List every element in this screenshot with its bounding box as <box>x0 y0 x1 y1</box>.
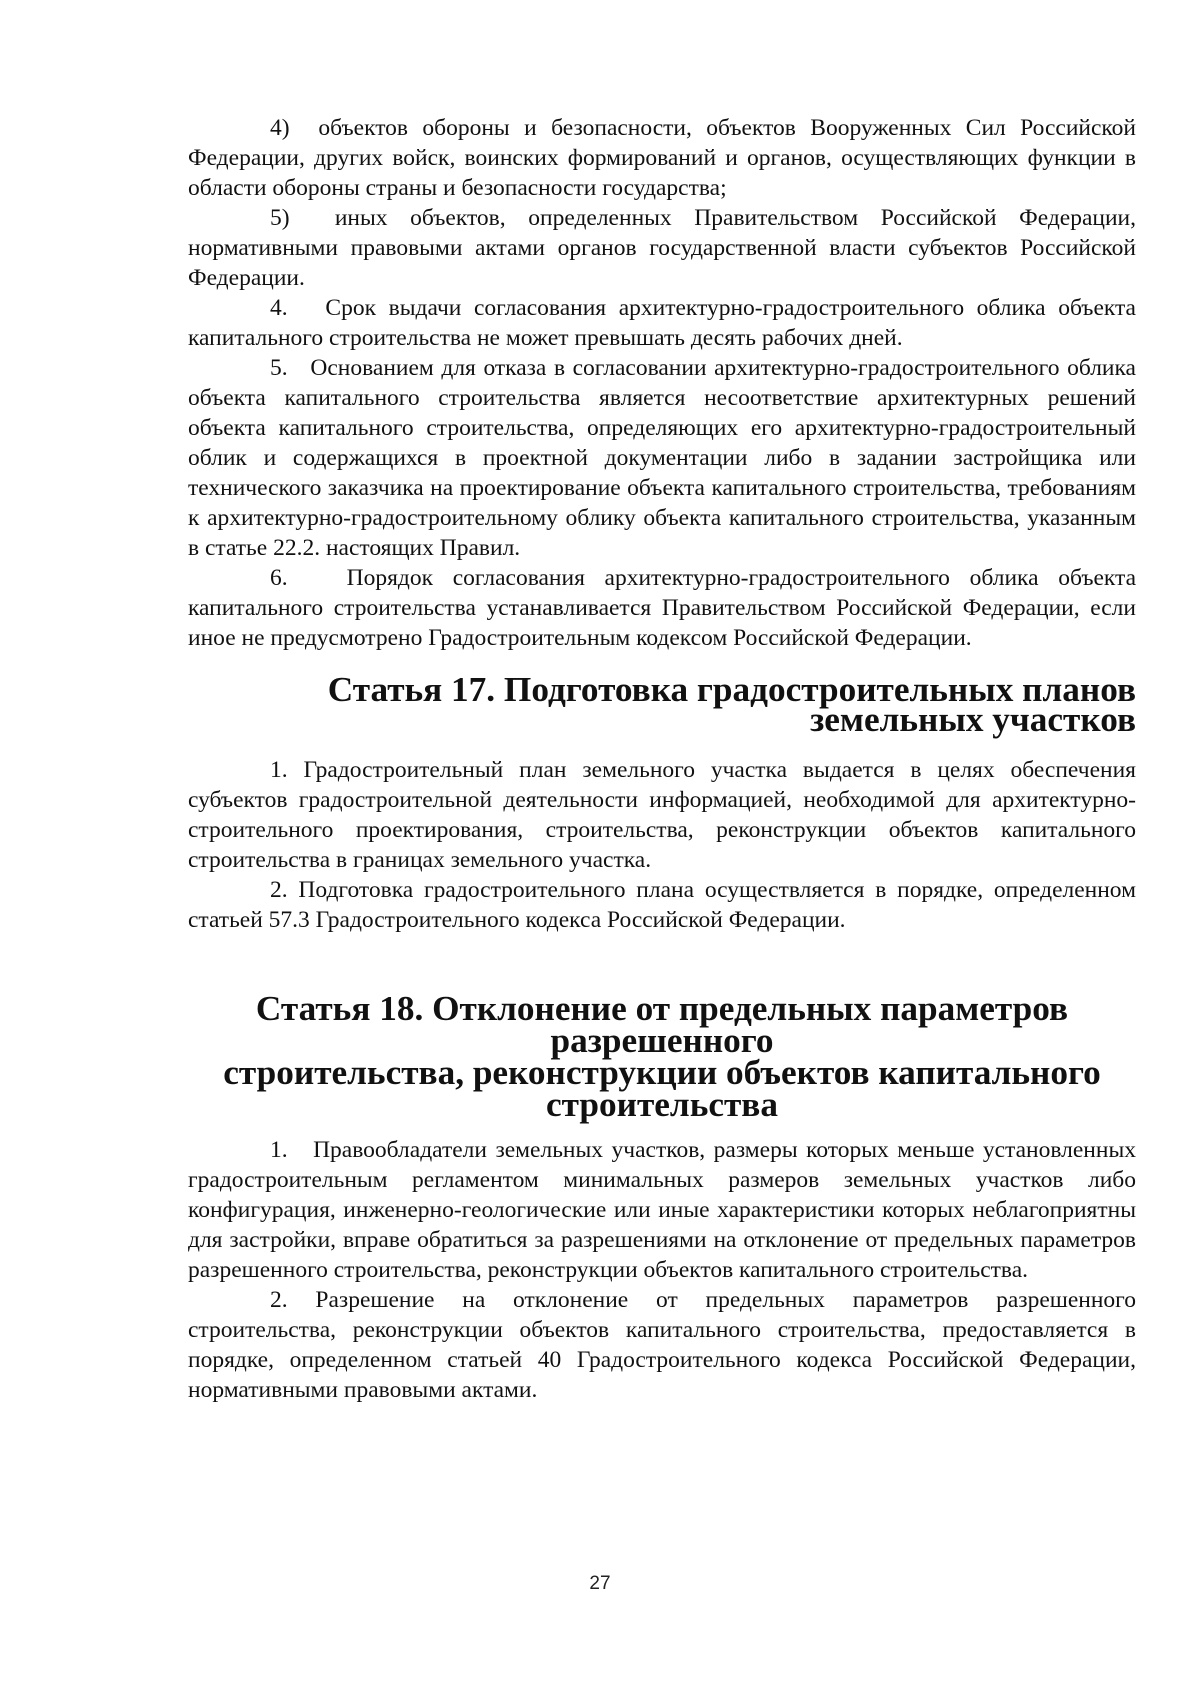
article-18-paragraph-1: 1. Правообладатели земельных участков, размеры которых меньше установленных градостроительным регламентом минимальных размеров земельных участков либо конфигурация, инженерно-геологические или иные характеристики которых неблагоприятны для застройки, вправе обратиться за разрешениями на отклонение от предельных параметров разрешенного строительства, реконструкции объектов капитального строительства. <box>188 1137 1136 1283</box>
document-body <box>188 113 1136 1405</box>
paragraph-clause-5: 5. Основанием для отказа в согласовании архитектурно-градостроительного облика объекта капитального строительства является несоответствие архитектурных решений объекта капитального строительства, определяющих его архитектурно-градостроительный облик и содержащихся в проектной документации либо в задании застройщика или технического заказчика на проектирование объекта капитального строительства, требованиям к архитектурно-градостроительному облику объекта капитального строительства, указанным в статье 22.2. настоящих Правил. <box>188 355 1136 561</box>
article-18-paragraph-2: 2. Разрешение на отклонение от предельных параметров разрешенного строительства, реконструкции объектов капитального строительства, предоставляется в порядке, определенном статьей 40 Градостроительного кодекса Российской Федерации, нормативными правовыми актами. <box>188 1287 1136 1403</box>
page-number: 27 <box>589 1573 611 1594</box>
article-18-title-line-2: строительства, реконструкции объектов капитального строительства <box>223 1053 1101 1124</box>
paragraph-clause-6: 6. Порядок согласования архитектурно-градостроительного облика объекта капитального строительства устанавливается Правительством Российской Федерации, если иное не предусмотрено Градостроительным кодексом Российской Федерации. <box>188 565 1136 651</box>
article-17-paragraph-1: 1. Градостроительный план земельного участка выдается в целях обеспечения субъектов градостроительной деятельности информацией, необходимой для архитектурно-строительного проектирования, строительства, реконструкции объектов капитального строительства в границах земельного участка. <box>188 757 1136 873</box>
article-18-title-line-1: Статья 18. Отклонение от предельных параметров разрешенного <box>255 989 1069 1060</box>
paragraph-clause-4: 4. Срок выдачи согласования архитектурно-градостроительного облика объекта капитального строительства не может превышать десять рабочих дней. <box>188 295 1136 351</box>
article-17-title: Статья 17. Подготовка градостроительных планов земельных участков <box>327 670 1136 739</box>
article-17-paragraph-2: 2. Подготовка градостроительного плана осуществляется в порядке, определенном статьей 57.3 Градостроительного кодекса Российской Федерации. <box>188 877 1136 933</box>
article-18-title <box>188 989 1136 1124</box>
paragraph-item-4: 4) объектов обороны и безопасности, объектов Вооруженных Сил Российской Федерации, других войск, воинских формирований и органов, осуществляющих функции в области обороны страны и безопасности государства; <box>188 115 1136 201</box>
paragraph-item-5: 5) иных объектов, определенных Правительством Российской Федерации, нормативными правовыми актами органов государственной власти субъектов Российской Федерации. <box>188 205 1136 291</box>
